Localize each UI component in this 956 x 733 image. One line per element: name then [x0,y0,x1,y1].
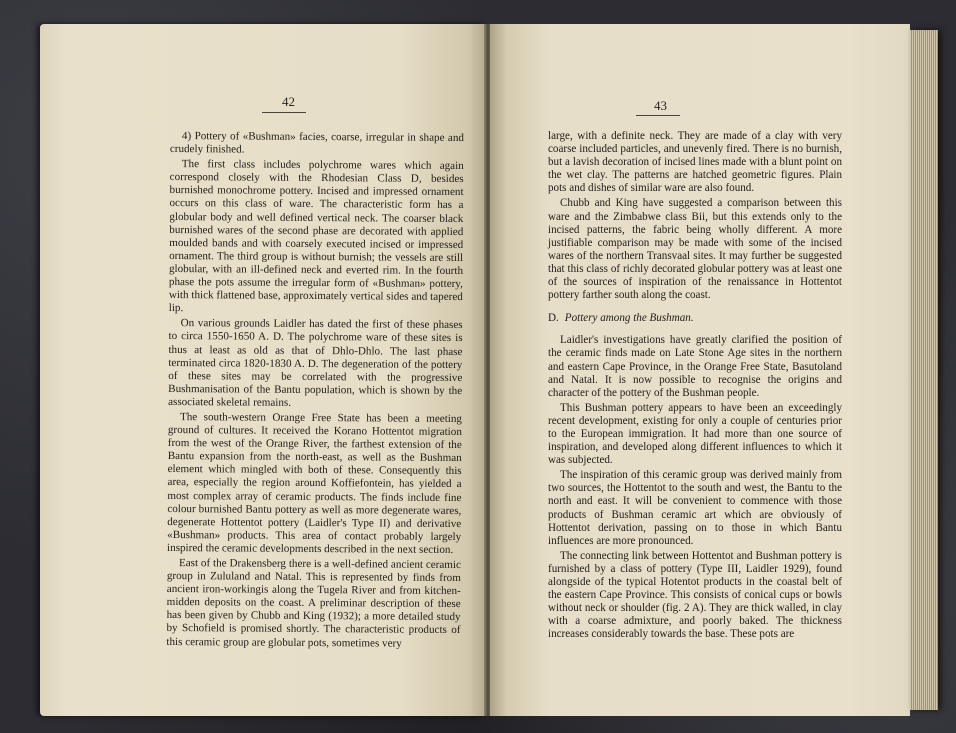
section-letter: D. [548,312,559,325]
paragraph: Chubb and King have suggested a comparison between this ware and the Zimbabwe class Bii, but this extends only to the incised patterns, the fabric being wholly different. A more justifiable comparison may be made with some of the incised wares of the northern Transvaal sites. It may further be suggested that this class of richly decorated globular pottery was at least one of the sources of inspiration of the renaissance in Hottentot pottery farther south along the coast. [548,197,842,302]
paragraph: On various grounds Laidler has dated the first of these phases to circa 1550-1650 A. D. The polychrome ware of these sites is thus at least as old as that of Dhlo-Dhlo. The last phase terminated circa 1820-1830 A. D. The degeneration of the pottery of these sites may be correlated with the progressive Bushmanisation of the Bantu population, which is shown by the associated skeletal remains. [168,317,463,409]
right-page [490,24,910,716]
paragraph: 4) Pottery of «Bushman» facies, coarse, irregular in shape and crudely finished. [169,130,464,156]
paragraph: large, with a definite neck. They are made of a clay with very coarse included particles, and unevenly fired. There is no burnish, but a lavish decoration of incised lines made with a blunt point on the wet clay. The patterns are hatched geometric figures. Plain pots and dishes of similar ware are also found. [548,130,842,195]
section-title: Pottery among the Bushman. [564,312,694,325]
page-number-rule [262,112,306,113]
left-text-column [166,130,464,653]
page-number-rule [636,115,680,116]
paragraph: The inspiration of this ceramic group was derived mainly from two sources, the Hottentot to the south and west, the Bantu to the north and east. It will be convenient to commence with those products of Bushman ceramic art which are obviously of Hottentot derivation, passing on to those in which Bantu influences are more pronounced. [548,469,842,547]
open-book [40,24,936,716]
paragraph: The connecting link between Hottentot and Bushman pottery is furnished by a class of pottery (Type III, Laidler 1929), found alongside of the typical Hotentot products in the coastal belt of the eastern Cape Province. This consists of conical cups or bowls without neck or shoulder (fig. 2 A). They are thick walled, in clay with a coarse admixture, and poorly baked. The thickness increases considerably towards the base. These pots are [548,549,842,641]
page-number-right: 43 [654,98,667,113]
paragraph: Laidler's investigations have greatly clarified the position of the ceramic finds made on Late Stone Age sites in the northern and eastern Cape Province, in the Orange Free State, Basutoland and Natal. It is now possible to recognise the origins and character of the pottery of the Bushman people. [548,334,842,399]
paragraph: East of the Drakensberg there is a well-defined ancient ceramic group in Zululand and Natal. This is represented by finds from ancient iron-workingis along the Tugela River and from kitchen-midden deposits on the coast. A preliminar description of these has been given by Chubb and King (1932); a more detailed study by Schofield is promised shortly. The characteristic products of this ceramic group are globular pots, sometimes very [166,557,462,650]
left-page [40,24,486,716]
section-heading [548,312,842,325]
paragraph: The south-western Orange Free State has been a meeting ground of cultures. It received the Korano Hottentot migration from the west of the Orange River, the farthest extension of the Bantu expansion from the north-east, as well as the Bushman element which mingled with both of these. Consequently this area, especially the region around Koffiefontein, has yielded a most complex array of ceramic products. The finds include fine colour burnished Bantu pottery as well as more degenerate wares, degenerate Hottentot pottery (Laidler's Type II) and derivative «Bushman» products. This area of contact probably largely inspired the ceramic developments described in the next section. [167,411,463,556]
paragraph: The first class includes polychrome wares which again correspond closely with the Rhodesian Class D, besides burnished monochrome pottery. Incised and impressed ornament occurs on this class of ware. The characteristic form has a globular body and well defined vertical neck. The coarser black burnished wares of the second phase are decorated with applied moulded bands and with coarsely executed incised or impressed ornament. The third group is without burnish; the vessels are still globular, with an ill-defined neck and everted rim. In the fourth phase the pots assume the irregular form of «Bushman» pottery, with thick flattened base, approximately vertical sides and tapered lip. [168,158,464,315]
page-number-left: 42 [282,94,295,109]
right-text-column [548,130,842,643]
page-edges [910,30,938,710]
paragraph: This Bushman pottery appears to have been an exceedingly recent development, existing for only a couple of centuries prior to the European immigration. It had more than one source of inspiration, and developed along different influences to which it was subjected. [548,401,842,467]
